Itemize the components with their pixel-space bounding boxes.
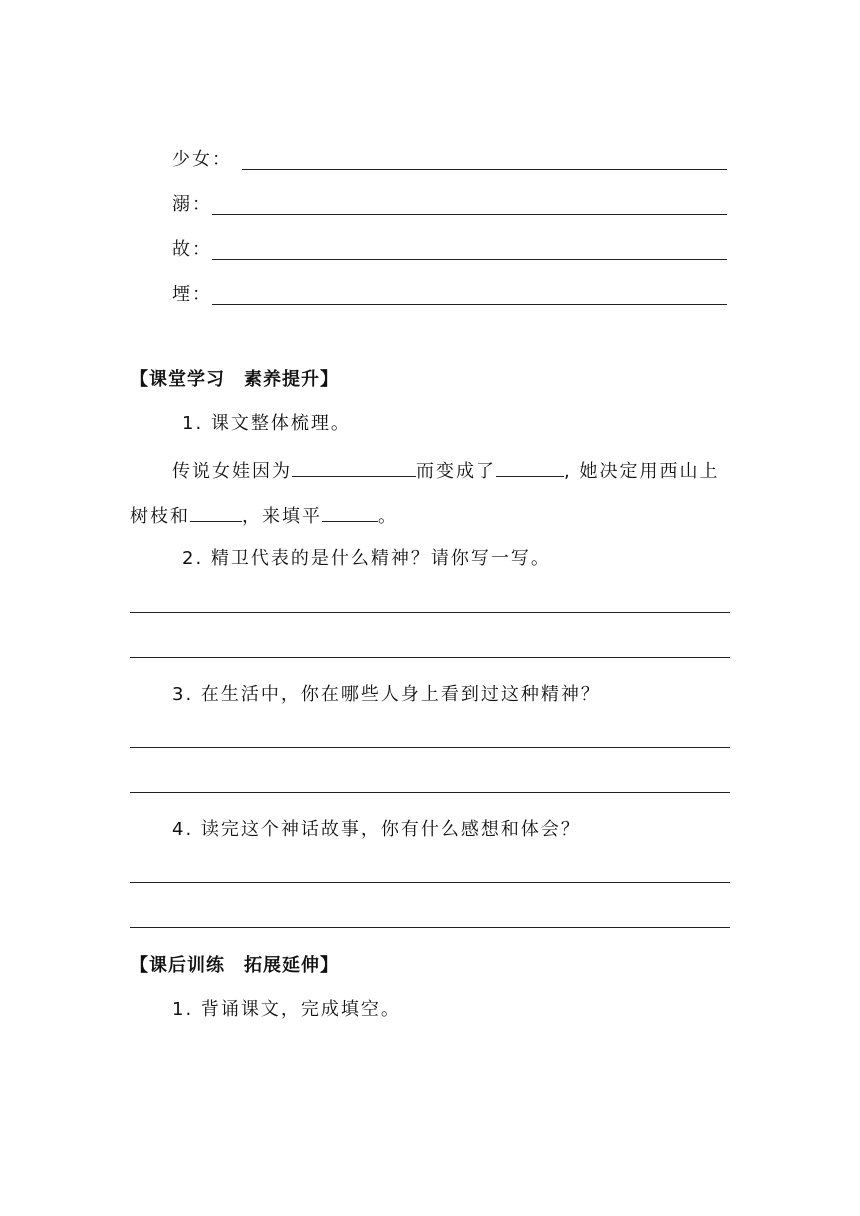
fill-text-segment: ，来填平 [242, 506, 322, 527]
question-4-title: 4. 读完这个神话故事，你有什么感想和体会？ [172, 819, 581, 840]
q4-answer-line-1[interactable] [130, 882, 730, 883]
vocab-answer-line-yin[interactable] [212, 304, 727, 305]
question-3-title: 3. 在生活中，你在哪些人身上看到过这种精神？ [172, 684, 601, 705]
vocab-answer-line-ni[interactable] [212, 214, 727, 215]
vocab-label-gu: 故： [172, 239, 212, 260]
section-heading-class: 【课堂学习 素养提升】 [130, 369, 339, 390]
fill-text-segment: 而变成了 [416, 461, 496, 482]
fill-blank-reason[interactable] [292, 458, 416, 477]
fill-blank-material[interactable] [190, 503, 242, 522]
fill-blank-line-1 [172, 458, 719, 484]
fill-text-segment: 传说女娃因为 [172, 461, 292, 482]
q2-answer-line-1[interactable] [130, 612, 730, 613]
q2-answer-line-2[interactable] [130, 657, 730, 658]
question-2-title: 2. 精卫代表的是什么精神？请你写一写。 [182, 548, 551, 569]
vocab-label-yin: 堙： [172, 284, 212, 305]
fill-text-segment: 树枝和 [130, 506, 190, 527]
question-1-title: 1. 课文整体梳理。 [182, 413, 351, 434]
fill-blank-became[interactable] [496, 458, 564, 477]
vocab-answer-line-gu[interactable] [212, 259, 727, 260]
q4-answer-line-2[interactable] [130, 927, 730, 928]
vocab-label-shaonv: 少女： [172, 149, 232, 170]
vocab-label-ni: 溺： [172, 194, 212, 215]
q3-answer-line-1[interactable] [130, 747, 730, 748]
section-heading-after: 【课后训练 拓展延伸】 [130, 955, 339, 976]
after-question-1-title: 1. 背诵课文，完成填空。 [172, 999, 401, 1020]
fill-blank-line-2 [130, 503, 398, 529]
fill-text-segment: 。 [378, 506, 398, 527]
fill-blank-target[interactable] [322, 503, 378, 522]
vocab-answer-line-shaonv[interactable] [242, 169, 727, 170]
fill-text-segment: , 她决定用西山上 [564, 461, 720, 482]
q3-answer-line-2[interactable] [130, 792, 730, 793]
